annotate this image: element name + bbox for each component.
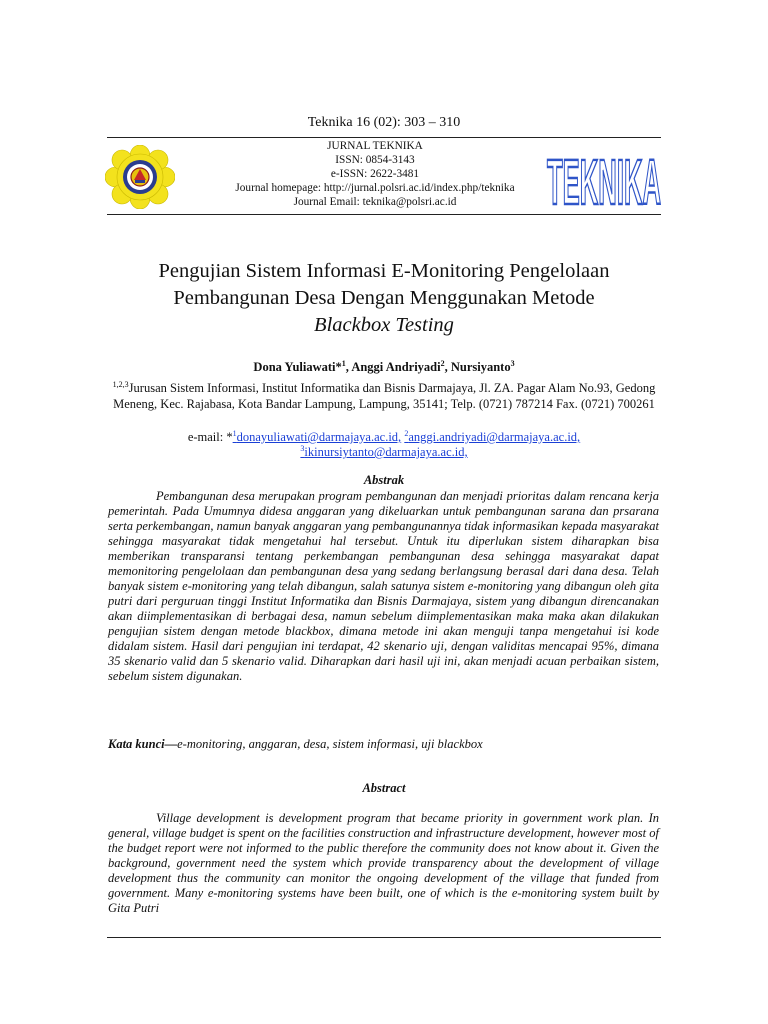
abstract-text: Village development is development program that became priority in government work plan. In general, village budget is spent on the facilities construction and infrastructure development, however most of the budget report were not informed to the public therefore the community does not know about it. Given the background, government need the system which provide transparency about the development of village development thus the community can monitor the ongoing development of the village that funded from government. Many e-monitoring systems have been built, one of which is the e-monitoring system built by Gita Putri [108,811,659,915]
abstrak-text: Pembangunan desa merupakan program pembangunan dan menjadi prioritas dalam rencana kerja pemerintah. Pada Umumnya didesa anggaran yang dikeluarkan untuk pembangunan sarana dan prsarana serta perkembangan, namun banyak anggaran yang pembangunannya tidak informasikan kepada masyarakat sehingga masyarakat tidak mengetahui hal tersebut. Untuk itu diperlukan sistem diharapkan bisa memberikan transparansi tentang perkembangan pembangunan desa sehingga masyarakat dapat memonitoring pengelolaan dan pembangunan desa yang sedang berlangsung berasal dari dana desa. Telah banyak sistem e-monitoring yang telah dibangun, salah satunya sistem e-monitoring yang dibangun oleh gita putri dari perguruan tinggi Institut Informatika dan Bisnis Darmajaya, sistem yang dibangun direncanakan akan diimplementasikan di berbagai desa, namun sebelum diimplementasikan maka maka akan dilakukan pengujian sistem dengan metode blackbox, dimana metode ini akan menguji tanpa mengetahui isi kode didalam sistem. Hasil dari pengujian ini terdapat, 42 skenario uji, dengan validitas mencapai 95%, dimana 35 skenario valid dan 5 skenario valid. Diharapkan dari hasil uji ini, akan menjadi acuan perbaikan sistem, sebelum sistem digunakan. [108,489,659,683]
affiliation: $^{1,2,3}$Jurusan Sistem Informasi, Institut Informatika dan Bisnis Darmajaya, Jl. ZA. Pagar Alam No.93, Gedong Meneng, Kec. Rajabasa, Kota Bandar Lampung, Lampung, 35141; Telp. (0721) 787214 Fax. (0721) 700261 [112,379,656,411]
email-link-2[interactable]: $^2$anggi.andriyadi@darmajaya.ac.id, [404,428,581,444]
abstrak-heading: Abstrak [363,473,405,487]
keywords [108,737,659,752]
abstract-heading: Abstract [362,781,406,795]
keywords-list: e-monitoring, anggaran, desa, sistem informasi, uji blackbox [177,737,483,751]
keywords-label: Kata kunci— [108,737,178,751]
teknika-wordmark: TEKNIKA [547,148,661,210]
journal-email[interactable]: Journal Email: teknika@polsri.ac.id [293,196,457,208]
journal-masthead [200,139,550,209]
author-3: Nursiyanto [450,360,511,374]
author-1: Dona Yuliawati* [253,360,342,374]
header-bottom-rule [107,214,661,215]
eissn: e-ISSN: 2622-3481 [330,168,420,180]
journal-homepage[interactable]: Journal homepage: http://jurnal.polsri.ac.id/index.php/teknika [235,182,515,194]
email-link-3[interactable]: $^3$ikinursiytanto@darmajaya.ac.id, [300,443,468,459]
title-line-1: Pengujian Sistem Informasi E-Monitoring Pengelolaan [158,260,610,282]
running-head: Teknika 16 (02): 303 – 310 [307,115,461,130]
header-top-rule [107,137,661,138]
title-line-2: Pembangunan Desa Dengan Menggunakan Metode [173,287,595,309]
author-list: Dona Yuliawati*$^1$, Anggi Andriyadi$^2$, Nursiyanto$^3$ [253,358,515,374]
journal-name: JURNAL TEKNIKA [327,140,423,152]
footer-rule [107,937,661,938]
teknika-logo-icon [545,148,663,210]
paper-title [80,258,688,339]
polsri-logo-icon [105,145,175,209]
author-2: Anggi Andriyadi [351,360,441,374]
author-emails: e-mail: *$^1$donayuliawati@darmajaya.ac.id, $^2$anggi.andriyadi@darmajaya.ac.id, $^3$ikinursiytanto@darmajaya.ac.id, [187,428,581,459]
title-line-3: Blackbox Testing [314,314,454,336]
issn: ISSN: 0854-3143 [335,154,415,166]
email-link-1[interactable]: $^1$donayuliawati@darmajaya.ac.id, [232,428,402,444]
